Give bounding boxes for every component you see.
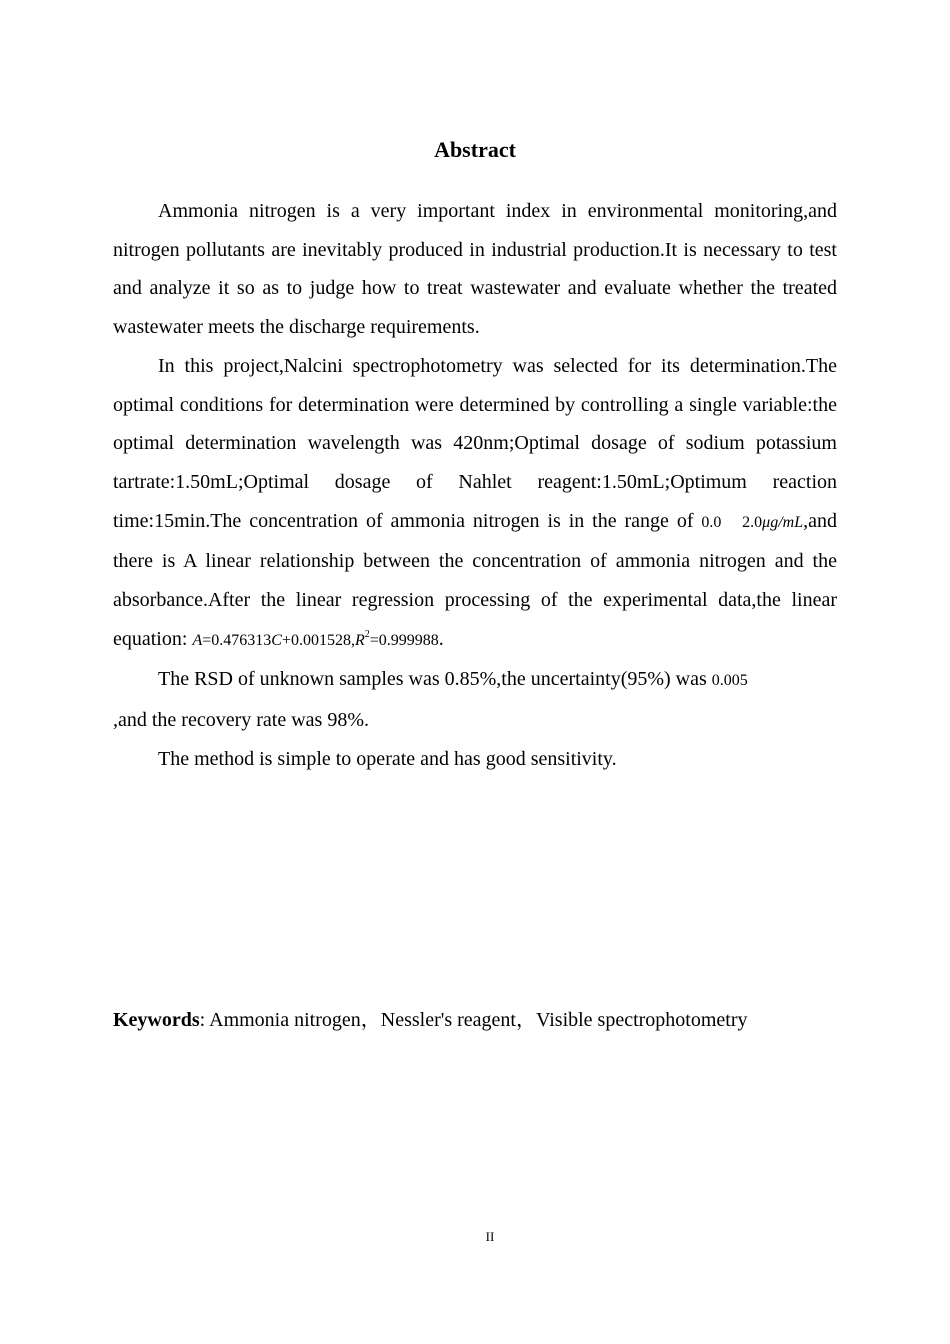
range-low: 0.0: [701, 513, 722, 531]
uncertainty-value: 0.005: [711, 672, 748, 690]
page-number: II: [485, 1229, 495, 1244]
equation-r-value: =0.999988: [369, 631, 439, 649]
paragraph-2-text-2: ,and there is A linear relationship between the concentration of ammonia nitrogen and the absorbance.After the linear regression processing of the experimental data,the linear equation:: [113, 509, 837, 650]
paragraph-1: Ammonia nitrogen is a very important index in environmental monitoring,and nitrogen pollutants are inevitably produced in industrial production.It is necessary to test and analyze it so as to judge how to treat wastewater and evaluate whether the treated wastewater meets the discharge requirements.: [113, 200, 837, 339]
range-high: 2.0: [742, 513, 763, 531]
equation-r-exponent: 2: [364, 628, 370, 640]
concentration-range: [701, 514, 803, 531]
paragraph-4: The method is simple to operate and has good sensitivity.: [158, 747, 617, 770]
paragraph-3-text-2: ,and the recovery rate was 98%.: [113, 709, 369, 732]
paragraph-3-text-1: The RSD of unknown samples was 0.85%,the uncertainty(95%) was: [158, 668, 712, 691]
equation-slope: =0.476313: [202, 631, 272, 649]
paragraph-2-text-3: .: [438, 627, 444, 650]
equation-variable-a: A: [192, 631, 203, 649]
keywords-line: [113, 1005, 748, 1035]
linear-equation: [192, 628, 439, 649]
paragraph-2: [113, 347, 837, 661]
abstract-title: Abstract: [434, 137, 516, 162]
keywords-text: : Ammonia nitrogen，Nessler's reagent，Visible spectrophotometry: [199, 1009, 748, 1031]
keywords-label: Keywords: [113, 1009, 200, 1031]
range-unit: μg/mL: [762, 513, 804, 531]
equation-variable-c: C: [271, 631, 282, 649]
paragraph-3: [113, 660, 837, 739]
paragraph-2-text-1: In this project,Nalcini spectrophotometry was selected for its determination.The optimal conditions for determination were determined by controlling a single variable:the optimal determination wavelength was 420nm;Optimal dosage of sodium potassium tartrate:1.50mL;Optimal dosage of Nahlet reagent:1.50mL;Optimum reaction time:15min.The concentration of ammonia nitrogen is in the range of: [113, 354, 837, 532]
abstract-body: [113, 192, 837, 779]
equation-intercept: +0.001528,: [281, 631, 355, 649]
equation-variable-r: R: [354, 631, 365, 649]
